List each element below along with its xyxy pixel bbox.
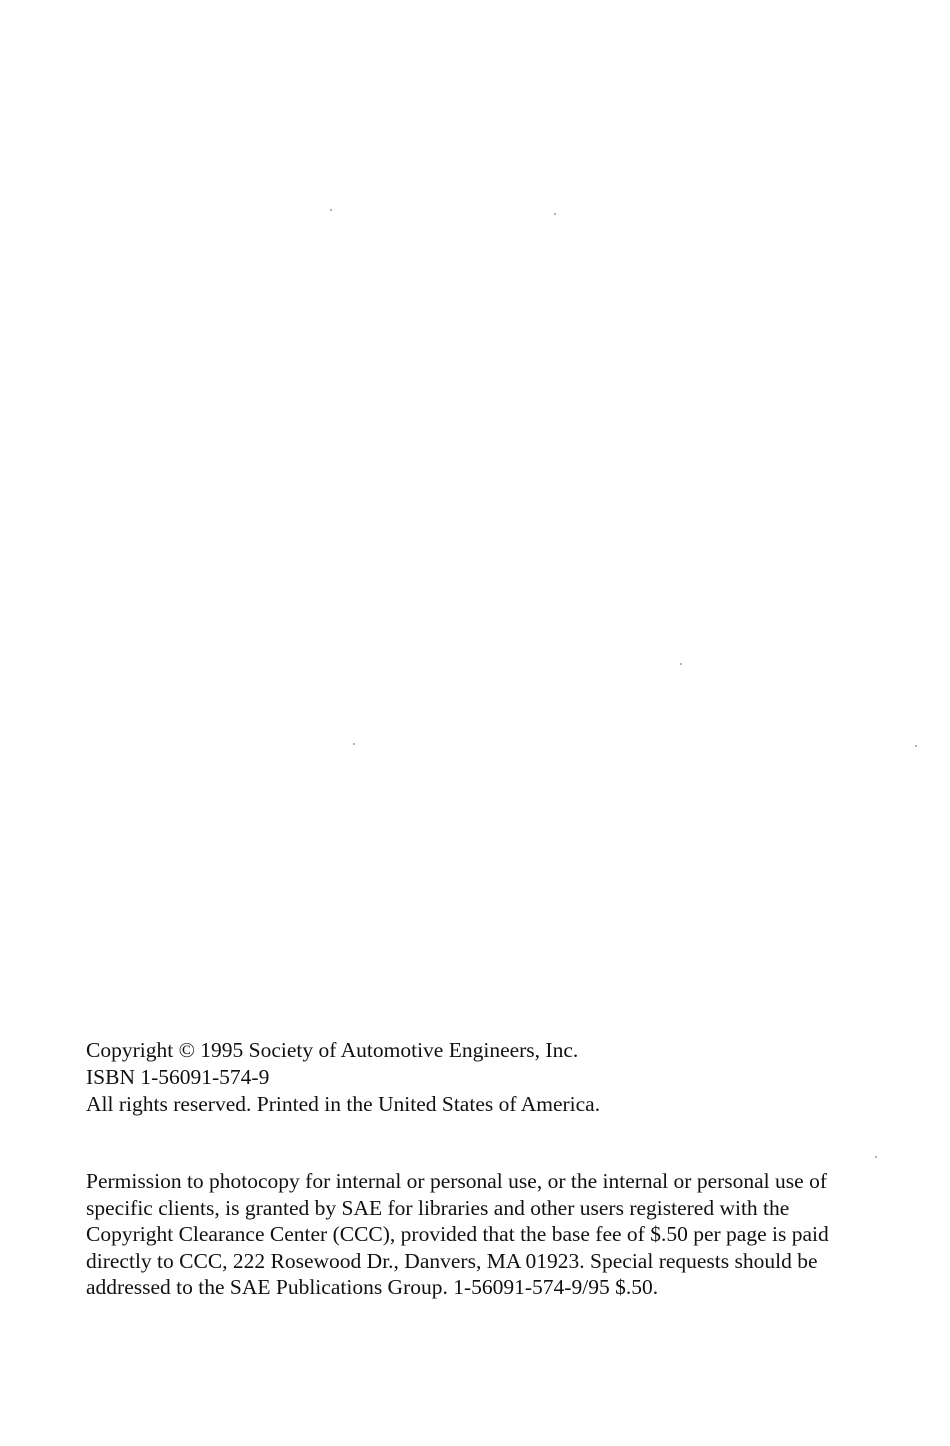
copyright-line: Copyright © 1995 Society of Automotive Engineers, Inc.	[86, 1038, 579, 1062]
scan-speck	[353, 743, 355, 745]
scan-speck	[554, 213, 556, 215]
scan-speck	[330, 209, 332, 211]
permission-line: Permission to photocopy for internal or personal use, or the internal or personal use of	[86, 1169, 827, 1193]
permission-notice	[86, 1168, 876, 1301]
permission-line: specific clients, is granted by SAE for libraries and other users registered with the	[86, 1195, 790, 1220]
permission-line: addressed to the SAE Publications Group. 1-56091-574-9/95 $.50.	[86, 1275, 659, 1299]
permission-line: directly to CCC, 222 Rosewood Dr., Danvers, MA 01923. Special requests should be	[86, 1248, 818, 1273]
scan-speck	[875, 1156, 877, 1158]
scan-speck	[680, 663, 682, 665]
copyright-notice	[86, 1037, 866, 1118]
scan-speck	[915, 745, 917, 747]
permission-line: Copyright Clearance Center (CCC), provided that the base fee of $.50 per page is paid	[86, 1222, 829, 1246]
rights-line: All rights reserved. Printed in the United States of America.	[86, 1092, 601, 1116]
isbn-line: ISBN 1-56091-574-9	[86, 1065, 270, 1089]
